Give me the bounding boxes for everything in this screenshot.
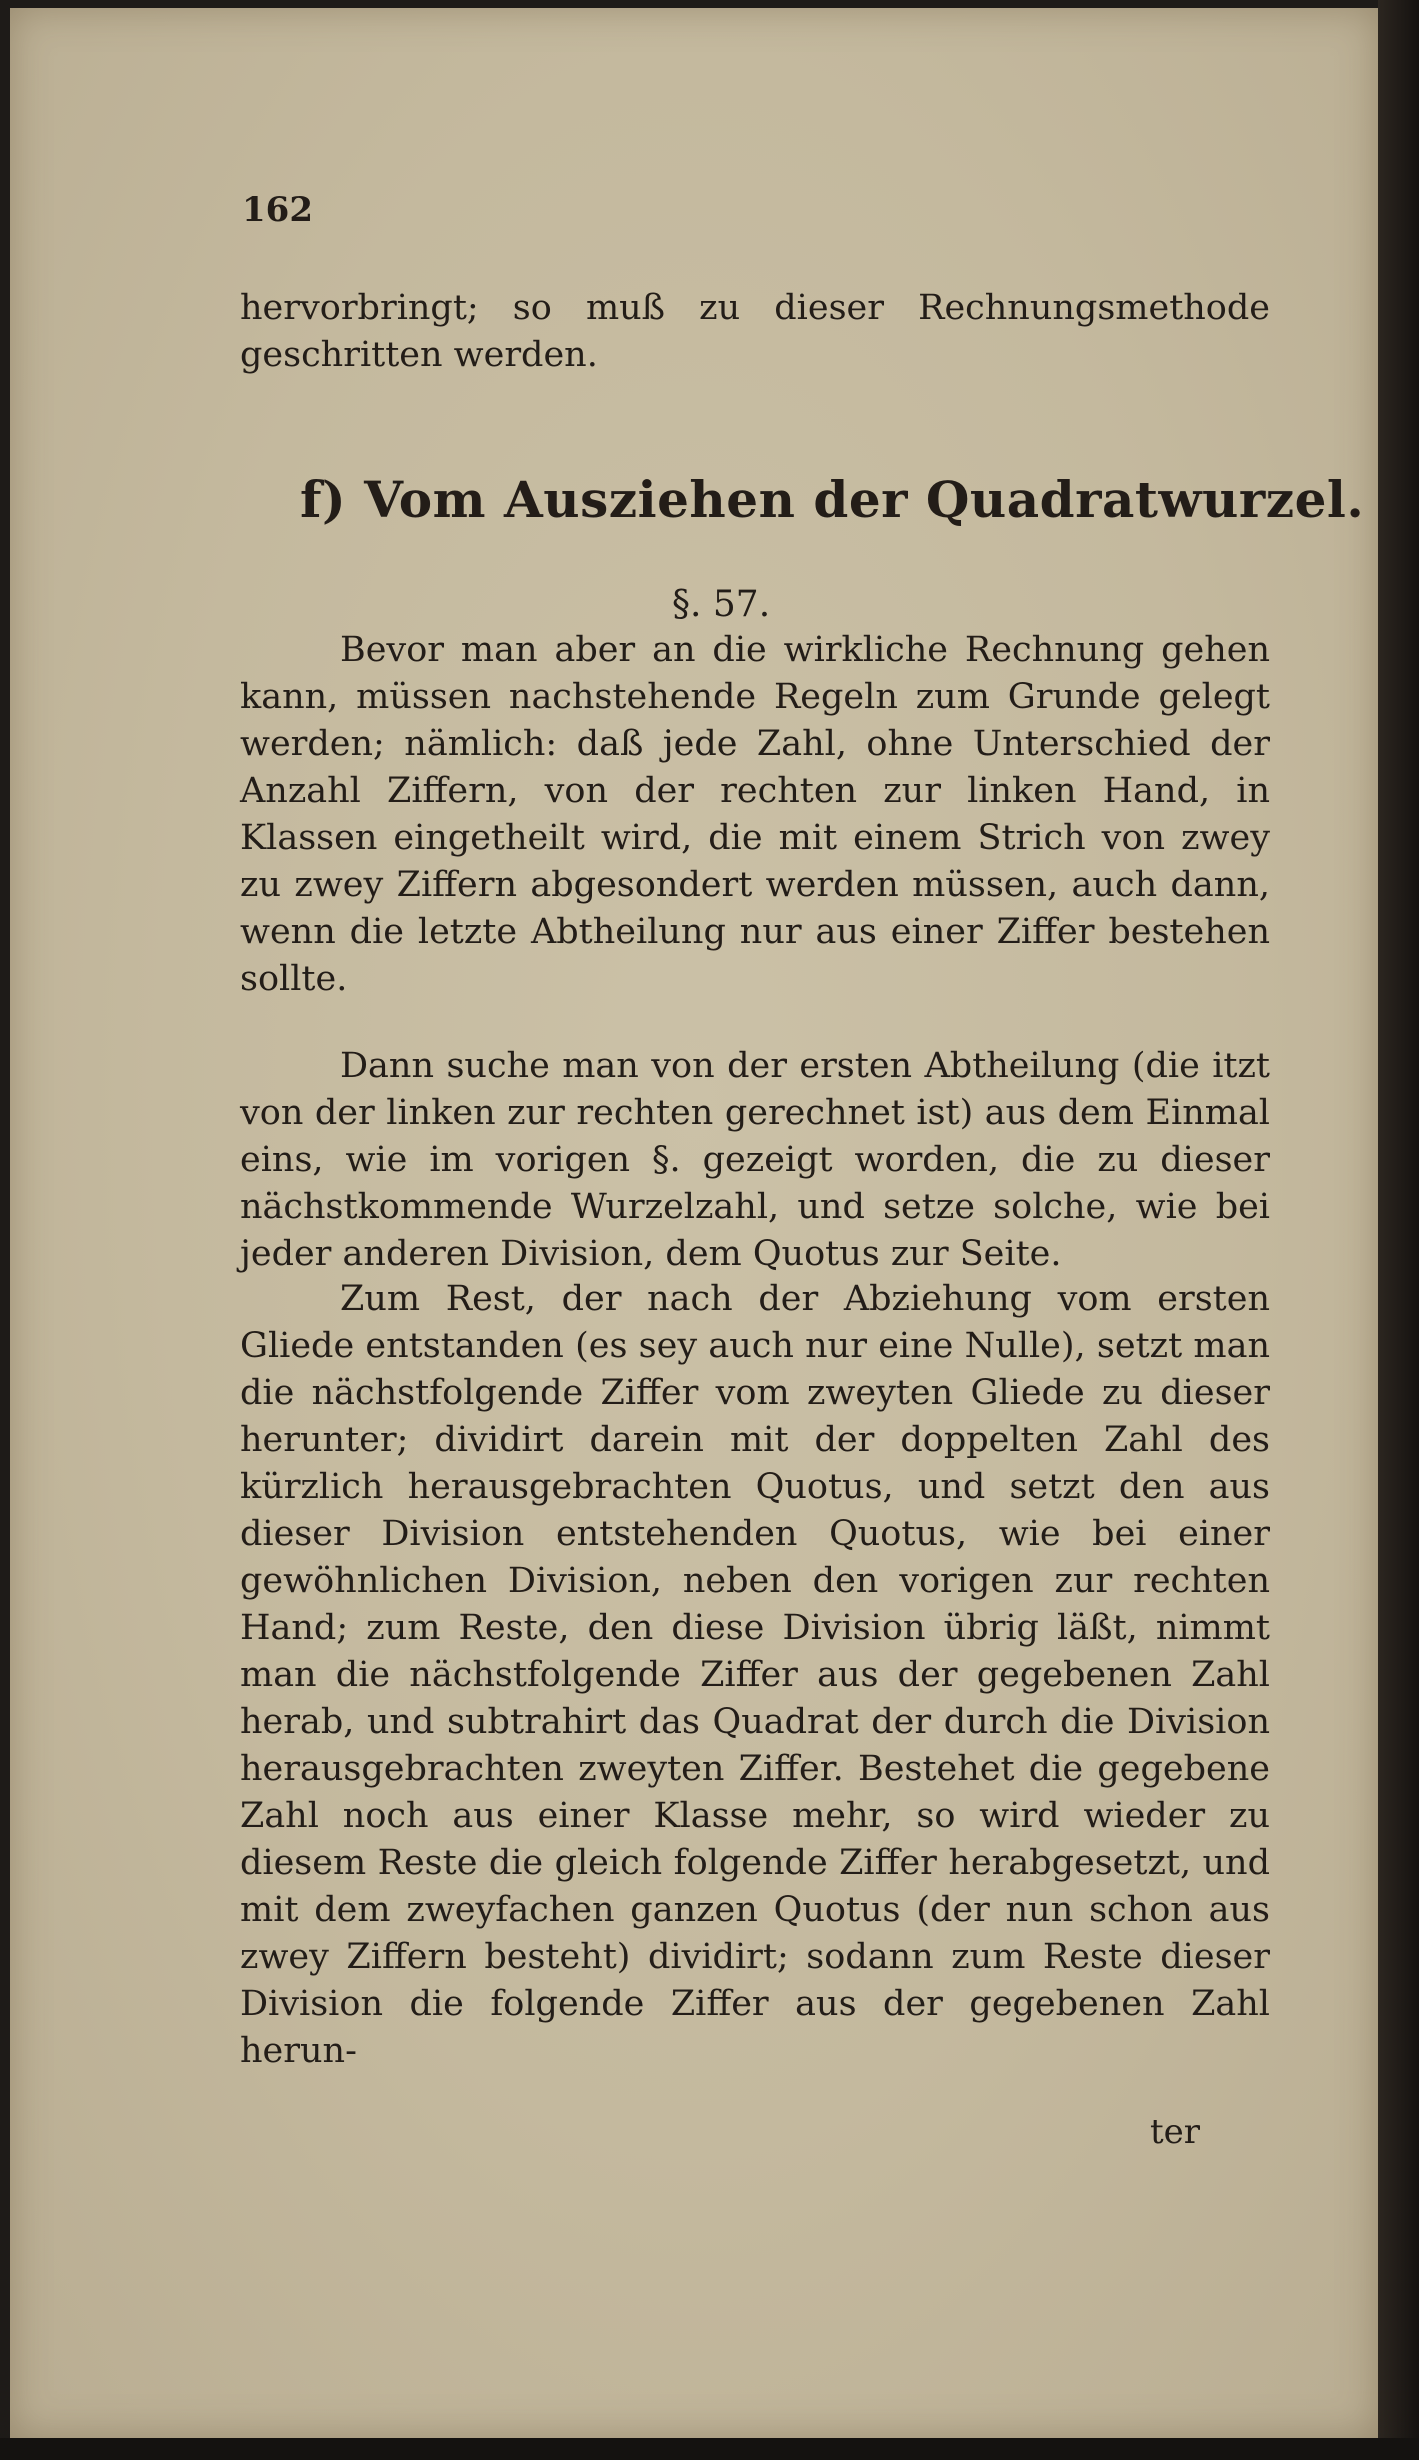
paragraph-3: Zum Rest, der nach der Abziehung vom ersten Gliede entstanden (es sey auch nur eine Nulle), setzt man die nächstfolgende Ziffer vom zweyten Gliede zu dieser herunter; dividirt darein mit der doppelten Zahl des kürzlich herausgebrachten Quotus, und setzt den aus dieser Division entstehenden Quotus, wie bei einer gewöhnlichen Division, neben den vorigen zur rechten Hand; zum Reste, den diese Division übrig läßt, nimmt man die nächstfolgende Ziffer aus der gegebenen Zahl herab, und subtrahirt das Quadrat der durch die Division herausgebrachten zweyten Ziffer. Bestehet die gegebene Zahl noch aus einer Klasse mehr, so wird wieder zu diesem Reste die gleich folgende Ziffer herabgesetzt, und mit dem zweyfachen ganzen Quotus (der nun schon aus zwey Ziffern besteht) dividirt; sodann zum Reste dieser Division die folgende Ziffer aus der gegebenen Zahl herun-: [240, 1279, 1270, 2071]
catchword: ter: [1150, 2112, 1201, 2152]
scan-bottom-edge: [0, 2438, 1419, 2460]
section-heading: f) Vom Ausziehen der Quadratwurzel.: [300, 470, 1365, 529]
paragraph-2: Dann suche man von der ersten Abtheilung (die itzt von der linken zur rechten gerechnet ist) aus dem Einmal eins, wie im vorigen §. gezeigt worden, die zu dieser nächstkommende Wurzelzahl, und setze solche, wie bei jeder anderen Division, dem Quotus zur Seite.: [240, 1046, 1270, 1274]
page-number: 162: [242, 190, 313, 230]
section-mark: §. 57.: [672, 584, 771, 625]
intro-paragraph: hervorbringt; so muß zu dieser Rechnungsmethode geschritten werden.: [240, 288, 1270, 375]
binding-gutter: [1378, 0, 1419, 2460]
paragraph-1: Bevor man aber an die wirkliche Rechnung gehen kann, müssen nachstehende Regeln zum Grunde gelegt werden; nämlich: daß jede Zahl, ohne Unterschied der Anzahl Ziffern, von der rechten zur linken Hand, in Klassen eingetheilt wird, die mit einem Strich von zwey zu zwey Ziffern abgesondert werden müssen, auch dann, wenn die letzte Abtheilung nur aus einer Ziffer bestehen sollte.: [240, 630, 1270, 999]
